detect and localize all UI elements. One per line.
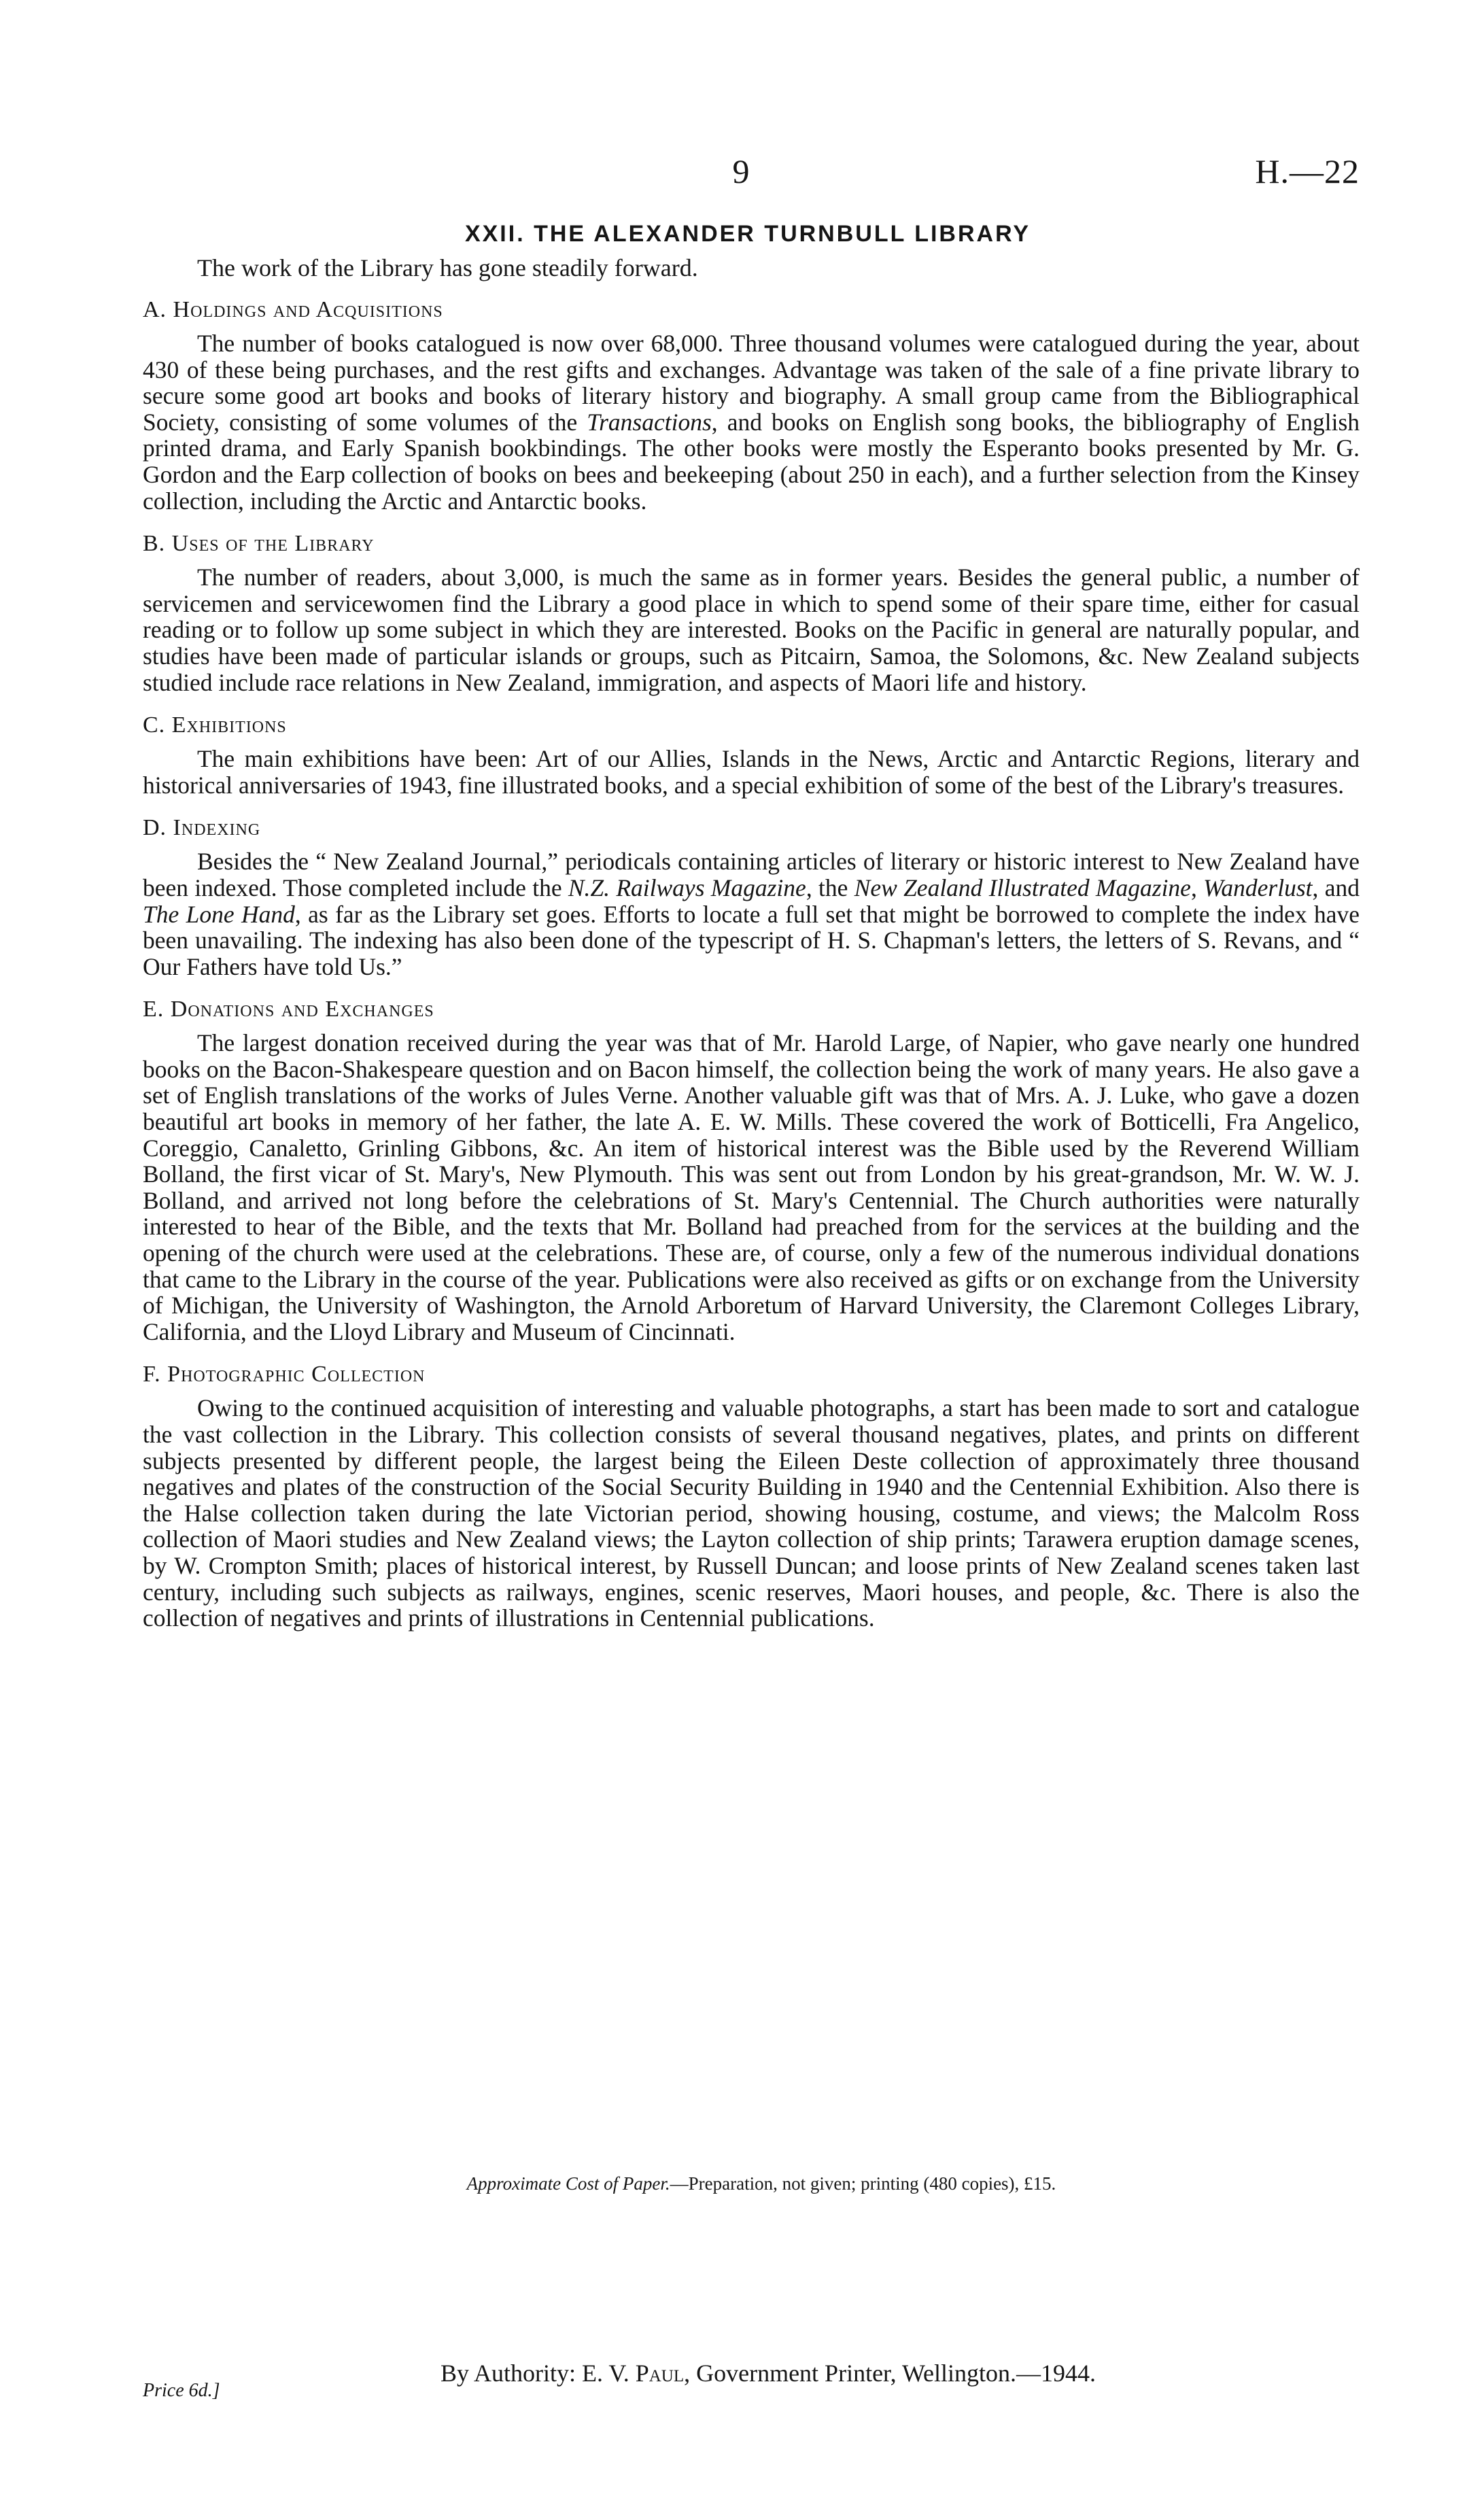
price-label: Price 6d.]: [143, 2380, 220, 2401]
text-run: , as far as the Library set goes. Efforts to locate a full set that might be borrowed to complete the index have been unavailing. The indexing has also been done of the typescript of H. S. Chapman's letters, the letters of S. Revans, and “ Our Fathers have told Us.”: [143, 900, 1360, 980]
text-run: , the: [806, 874, 854, 901]
section-heading: B. Uses of the Library: [143, 531, 375, 557]
section-holdings-acquisitions: [143, 294, 1360, 514]
cost-note-label: Approximate Cost of Paper.: [466, 2173, 670, 2194]
text-run: , and books on English song books, the bibliography of English printed drama, and Early Spanish bookbindings. The other books were mostly the Esperanto books presented by Mr. G. Gordon and the Earp collection of books on bees and beekeeping (about 250 in each), and a further selection from the Kinsey collection, including the Arctic and Antarctic books.: [143, 408, 1360, 515]
text-run: ,: [1190, 874, 1204, 901]
section-text: The main exhibitions have been: Art of our Allies, Islands in the News, Arctic and Antarctic Regions, literary and historical anniversaries of 1943, fine illustrated books, and a special exhibition of some of the best of the Library's treasures.: [143, 745, 1360, 799]
authority-prefix: By Authority:: [440, 2360, 576, 2387]
section-indexing: [143, 812, 1360, 980]
page-number: 9: [732, 152, 750, 190]
section-heading: E. Donations and Exchanges: [143, 997, 434, 1022]
italic-title: New Zealand Illustrated Magazine: [854, 874, 1191, 901]
text-run: The number of books catalogued is now over 68,000. Three thousand volumes were catalogued during the year, about 430 of these being purchases, and the rest gifts and exchanges. Advantage was taken of the sale of a fine private library to secure some good art books and books of literary history and biography. A small group came from the Bibliographical Society, consisting of some volumes of the: [143, 330, 1360, 436]
section-heading: A. Holdings and Acquisitions: [143, 297, 443, 322]
section-text: The largest donation received during the year was that of Mr. Harold Large, of Napier, who gave nearly one hundred books on the Bacon-Shakespeare question and on Bacon himself, the collection being the work of many years. He also gave a set of English translations of the works of Jules Verne. Another valuable gift was that of Mrs. A. J. Luke, who gave a dozen beautiful art books in memory of her father, the late A. E. W. Mills. These covered the work of Botticelli, Fra Angelico, Coreggio, Canaletto, Grinling Gibbons, &c. An item of historical interest was the Bible used by the Reverend William Bolland, the first vicar of St. Mary's, New Plymouth. This was sent out from London by his great-grandson, Mr. W. W. J. Bolland, and arrived not long before the celebrations of St. Mary's Centennial. The Church authorities were naturally interested to hear of the Bible, and the texts that Mr. Bolland had preached from for the services at the building and the opening of the church were used at the celebrations. These are, of course, only a few of the numerous individual donations that came to the Library in the course of the year. Publications were also received as gifts or on exchange from the University of Michigan, the University of Washington, the Arnold Arboretum of Harvard University, the Claremont Colleges Library, California, and the Lloyd Library and Museum of Cincinnati.: [143, 1029, 1360, 1345]
printer-authority-line: [272, 2357, 1264, 2389]
page-reference: H.—22: [1255, 152, 1360, 190]
report-body: [143, 294, 1360, 1645]
text-run: , and: [1312, 874, 1360, 901]
italic-title: N.Z. Railways Magazine: [568, 874, 806, 901]
paper-cost-note: [204, 2170, 1319, 2197]
text-run: Besides the “ New Zealand Journal,” periodicals containing articles of literary or historic interest to New Zealand have been indexed. Those completed include the: [143, 848, 1360, 901]
section-exhibitions: [143, 709, 1360, 798]
intro-paragraph: The work of the Library has gone steadily forward.: [197, 254, 698, 281]
section-uses-of-library: [143, 528, 1360, 695]
section-text: Owing to the continued acquisition of interesting and valuable photographs, a start has been made to sort and catalogue the vast collection in the Library. This collection consists of several thousand negatives, plates, and prints on different subjects presented by different people, the largest being the Eileen Deste collection of approximately three thousand negatives and plates of the construction of the Social Security Building in 1940 and the Centennial Exhibition. Also there is the Halse collection taken during the late Victorian period, showing housing, costume, and views; the Malcolm Ross collection of Maori studies and New Zealand views; the Layton collection of ship prints; Tarawera eruption damage scenes, by W. Crompton Smith; places of historical interest, by Russell Duncan; and loose prints of New Zealand scenes taken last century, including such subjects as railways, engines, scenic reserves, Maori houses, and people, &c. There is also the collection of negatives and prints of illustrations in Centennial publications.: [143, 1394, 1360, 1632]
section-text: [143, 330, 1360, 514]
italic-title: Transactions: [587, 408, 712, 436]
report-title: XXII. THE ALEXANDER TURNBULL LIBRARY: [464, 221, 1031, 247]
italic-title: Wanderlust: [1203, 874, 1313, 901]
italic-title: The Lone Hand: [143, 900, 295, 928]
section-heading: F. Photographic Collection: [143, 1362, 426, 1387]
section-text: The number of readers, about 3,000, is much the same as in former years. Besides the general public, a number of servicemen and servicewomen find the Library a good place in which to spend some of their spare time, either for casual reading or to follow up some subject in which they are interested. Books on the Pacific in general are naturally popular, and studies have been made of particular islands or groups, such as Pitcairn, Samoa, the Solomons, &c. New Zealand subjects studied include race relations in New Zealand, immigration, and aspects of Maori life and history.: [143, 564, 1360, 696]
authority-suffix: , Government Printer, Wellington.—1944.: [684, 2360, 1096, 2387]
section-photographic-collection: [143, 1358, 1360, 1631]
section-text: [143, 848, 1360, 980]
section-donations-exchanges: [143, 993, 1360, 1345]
section-heading: D. Indexing: [143, 815, 261, 841]
cost-note-text: —Preparation, not given; printing (480 copies), £15.: [670, 2173, 1056, 2194]
section-heading: C. Exhibitions: [143, 712, 287, 738]
printer-name: E. V. Paul: [582, 2360, 685, 2387]
